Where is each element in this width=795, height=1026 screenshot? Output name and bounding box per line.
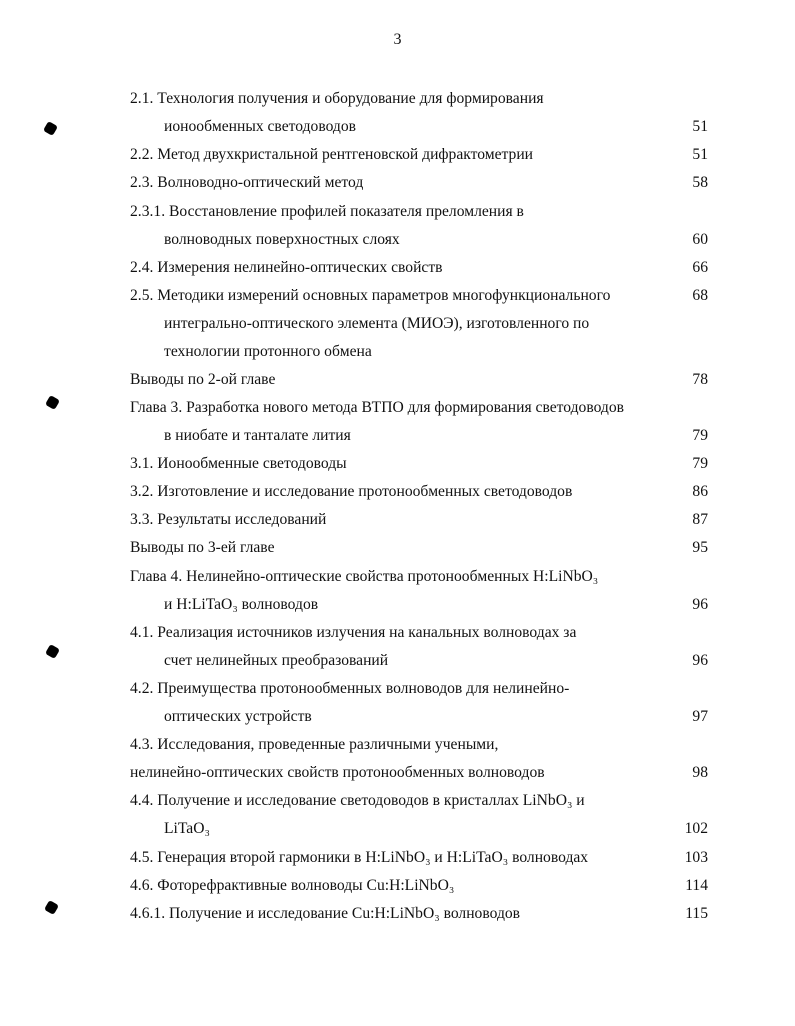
toc-entry [0,425,795,447]
toc-entry [0,875,795,897]
toc-entry-title: 4.3. Исследования, проведенные различными учеными, [130,736,499,753]
toc-entry-title: технологии протонного обмена [164,343,372,360]
toc-entry-page: 79 [692,427,708,444]
toc-entry-title: 4.4. Получение и исследование светодоводов в кристаллах LiNbO₃ и [130,792,585,809]
toc-entry-page: 66 [692,259,708,276]
toc-entry-page: 98 [692,764,708,781]
toc-entry [0,257,795,279]
toc-entry-title: 3.3. Результаты исследований [130,511,327,528]
toc-entry-page: 97 [692,708,708,725]
toc-entry-page: 58 [692,174,708,191]
toc-entry-title: 2.2. Метод двухкристальной рентгеновской дифрактометрии [130,146,534,163]
toc-entry [0,594,795,616]
toc-entry [0,678,795,700]
toc-entry-page: 115 [685,905,708,922]
toc-entry-title: 2.5. Методики измерений основных параметров многофункционального [130,287,611,304]
toc-entry-page: 87 [692,511,708,528]
toc-entry [0,650,795,672]
toc-entry [0,566,795,588]
toc-entry-title: волноводных поверхностных слоях [164,231,400,248]
toc-entry-page: 68 [692,287,708,304]
toc-entry [0,847,795,869]
toc-entry [0,537,795,559]
toc-entry-title: интегрально-оптического элемента (МИОЭ), изготовленного по [164,315,590,332]
toc-entry-page: 51 [692,146,708,163]
toc-entry-title: 2.4. Измерения нелинейно-оптических свойств [130,259,443,276]
toc-entry [0,88,795,110]
toc-entry-title: 3.2. Изготовление и исследование протонообменных светодоводов [130,483,573,500]
toc-entry-title: Выводы по 2-ой главе [130,371,276,388]
toc-entry-title: нелинейно-оптических свойств протонообменных волноводов [130,764,545,781]
toc-entry-title: 4.1. Реализация источников излучения на канальных волноводах за [130,624,577,641]
toc-entry [0,397,795,419]
toc-entry [0,734,795,756]
toc-entry [0,341,795,363]
toc-entry [0,706,795,728]
toc-entry-title: ионообменных светодоводов [164,118,357,135]
toc-entry-title: 4.6. Фоторефрактивные волноводы Cu:H:LiNbO₃ [130,877,455,894]
toc-entry-page: 96 [692,652,708,669]
toc-entry [0,481,795,503]
toc-entry [0,116,795,138]
toc-entry-page: 78 [692,371,708,388]
toc-entry-page: 60 [692,231,708,248]
toc-entry-title: в ниобате и танталате лития [164,427,351,444]
toc-entry-title: 2.3. Волноводно-оптический метод [130,174,364,191]
toc-entry [0,790,795,812]
toc-entry-page: 102 [684,820,708,837]
toc-entry [0,622,795,644]
toc-entry-title: 4.2. Преимущества протонообменных волноводов для нелинейно- [130,680,570,697]
toc-entry-title: LiTaO₃ [164,820,210,837]
toc-entry-title: 4.6.1. Получение и исследование Cu:H:LiNbO₃ волноводов [130,905,521,922]
toc-entry-title: 4.5. Генерация второй гармоники в H:LiNbO₃ и H:LiTaO₃ волноводах [130,849,589,866]
toc-entry-title: 3.1. Ионообменные светодоводы [130,455,347,472]
toc-entry [0,144,795,166]
toc-entry [0,229,795,251]
toc-entry-title: Глава 4. Нелинейно-оптические свойства протонообменных H:LiNbO₃ [130,568,599,585]
toc-entry [0,172,795,194]
toc-entry-title: 2.3.1. Восстановление профилей показателя преломления в [130,203,524,220]
page-number: 3 [393,31,402,48]
toc-entry-page: 86 [692,483,708,500]
toc-entry [0,201,795,223]
toc-entry-title: Глава 3. Разработка нового метода ВТПО для формирования светодоводов [130,399,625,416]
toc-entry [0,285,795,307]
toc-entry [0,818,795,840]
toc-entry [0,903,795,925]
toc-entry [0,762,795,784]
toc-entry-title: оптических устройств [164,708,312,725]
toc-entry-page: 51 [692,118,708,135]
toc-entry [0,313,795,335]
toc-entry-title: 2.1. Технология получения и оборудование для формирования [130,90,544,107]
toc-entry-page: 79 [692,455,708,472]
toc-entry [0,509,795,531]
toc-entry-page: 95 [692,539,708,556]
toc-entry [0,453,795,475]
toc-entry [0,369,795,391]
toc-entry-title: Выводы по 3-ей главе [130,539,275,556]
toc-entry-title: и H:LiTaO₃ волноводов [164,596,319,613]
toc-entry-page: 103 [684,849,708,866]
toc-entry-title: счет нелинейных преобразований [164,652,389,669]
toc-entry-page: 96 [692,596,708,613]
toc-entry-page: 114 [685,877,708,894]
